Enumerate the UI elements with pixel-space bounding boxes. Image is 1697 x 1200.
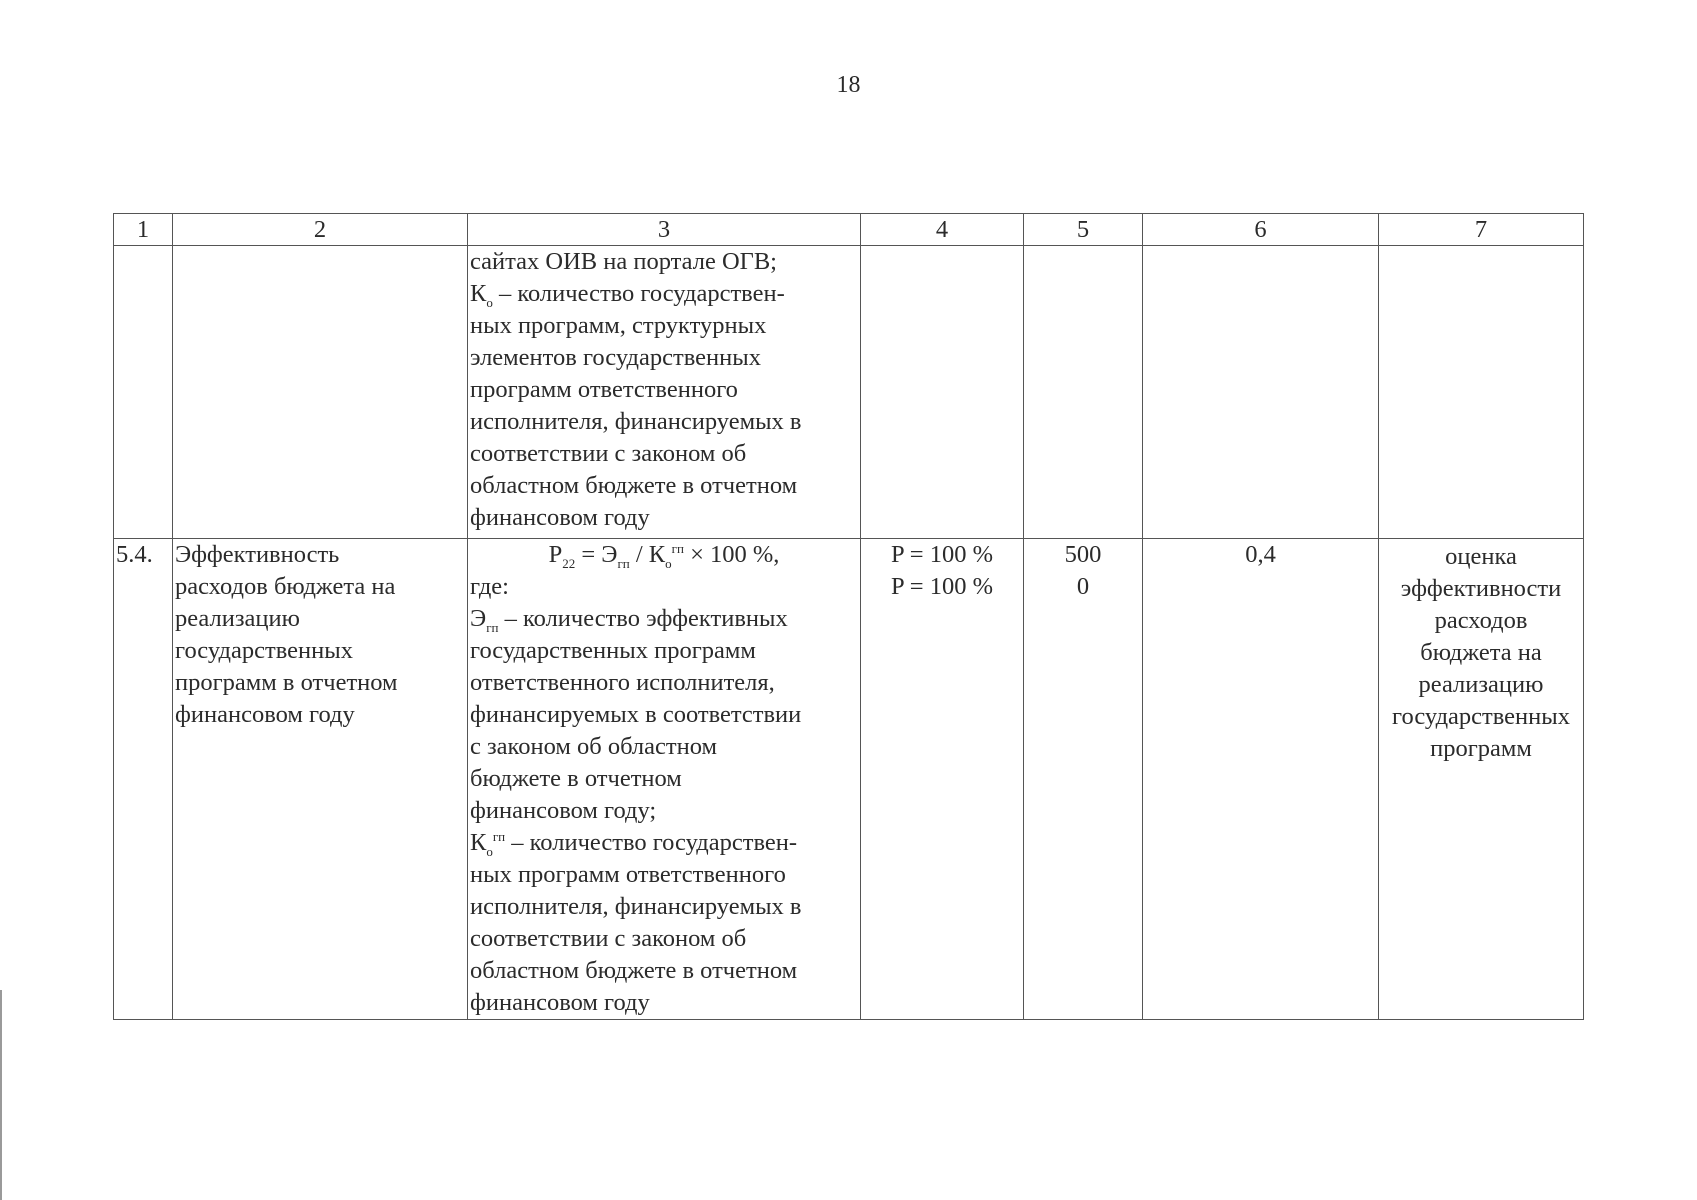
row2-method-text	[470, 571, 858, 1019]
row1-indicator-cell	[173, 246, 468, 539]
text-line: программ в отчетном	[175, 669, 398, 696]
table-row	[114, 539, 1584, 1020]
text-line: реализацию	[1418, 671, 1544, 698]
text-line: ных программ ответственного	[470, 861, 786, 888]
text-line: государственных	[175, 637, 353, 664]
text-line: финансовом году	[470, 989, 650, 1016]
text-line: бюджета на	[1420, 639, 1542, 666]
text-line: 500	[1064, 541, 1102, 568]
text-line: $К_о$ – количество государствен-	[470, 280, 785, 310]
text-line: соответствии с законом об	[470, 925, 747, 952]
text-line: государственных	[1392, 703, 1570, 730]
text-line: $К_о^{гп}$ – количество государствен-	[470, 828, 798, 859]
text-line: где:	[470, 573, 509, 600]
text-line: финансовом году	[470, 504, 650, 531]
row1-weight-cell	[1024, 246, 1143, 539]
indicator-table	[113, 213, 1584, 1020]
page-number: 18	[836, 72, 861, 98]
row1-coefficient-cell	[1143, 246, 1379, 539]
row2-weight-cell	[1024, 539, 1143, 1020]
row1-method-cell	[468, 246, 861, 539]
text-line: с законом об областном	[470, 733, 718, 760]
text-line: областном бюджете в отчетном	[470, 957, 798, 984]
header-cell-5: 5	[1024, 214, 1143, 246]
text-line: областном бюджете в отчетном	[470, 472, 798, 499]
text-line: эффективности	[1400, 575, 1562, 602]
text-line: расходов	[1434, 607, 1528, 634]
text-line: 0	[1076, 573, 1090, 600]
formula-line: $P_{22} = Э_{гп} / К_о^{гп} \times 100$ %,	[548, 540, 780, 571]
row2-value-cell	[861, 539, 1024, 1020]
text-line: расходов бюджета на	[175, 573, 396, 600]
text-line: программ ответственного	[470, 376, 738, 403]
text-line: Эффективность	[175, 541, 340, 568]
row1-value-cell	[861, 246, 1024, 539]
text-line: программ	[1430, 735, 1532, 762]
text-line: P = 100 %	[890, 541, 994, 568]
text-line: бюджете в отчетном	[470, 765, 682, 792]
text-line: финансовом году;	[470, 797, 657, 824]
text-line: сайтах ОИВ на портале ОГВ;	[470, 248, 777, 275]
text-line: ных программ, структурных	[470, 312, 767, 339]
text-line: реализацию	[175, 605, 300, 632]
row1-number-cell	[114, 246, 173, 539]
row2-note-cell	[1379, 539, 1584, 1020]
row1-note-cell	[1379, 246, 1584, 539]
header-cell-1: 1	[114, 214, 173, 246]
text-line: финансовом году	[175, 701, 355, 728]
row2-number-cell: 5.4.	[114, 539, 173, 1020]
header-cell-3: 3	[468, 214, 861, 246]
text-line: ответственного исполнителя,	[470, 669, 775, 696]
text-line: исполнителя, финансируемых в	[470, 408, 802, 435]
text-line: исполнителя, финансируемых в	[470, 893, 802, 920]
text-line: оценка	[1445, 543, 1517, 570]
text-line: P = 100 %	[890, 573, 994, 600]
text-line: соответствии с законом об	[470, 440, 747, 467]
table-row	[114, 246, 1584, 539]
text-line: государственных программ	[470, 637, 756, 664]
scan-edge-mark	[0, 990, 2, 1200]
table-header-row	[114, 214, 1584, 246]
row2-indicator-cell	[173, 539, 468, 1020]
row2-coefficient-cell: 0,4	[1143, 539, 1379, 1020]
header-cell-4: 4	[861, 214, 1024, 246]
text-line: элементов государственных	[470, 344, 761, 371]
text-line: $Э_{гп}$ – количество эффективных	[470, 605, 788, 635]
row2-method-cell	[468, 539, 861, 1020]
text-line: финансируемых в соответствии	[470, 701, 802, 728]
header-cell-6: 6	[1143, 214, 1379, 246]
header-cell-2: 2	[173, 214, 468, 246]
header-cell-7: 7	[1379, 214, 1584, 246]
